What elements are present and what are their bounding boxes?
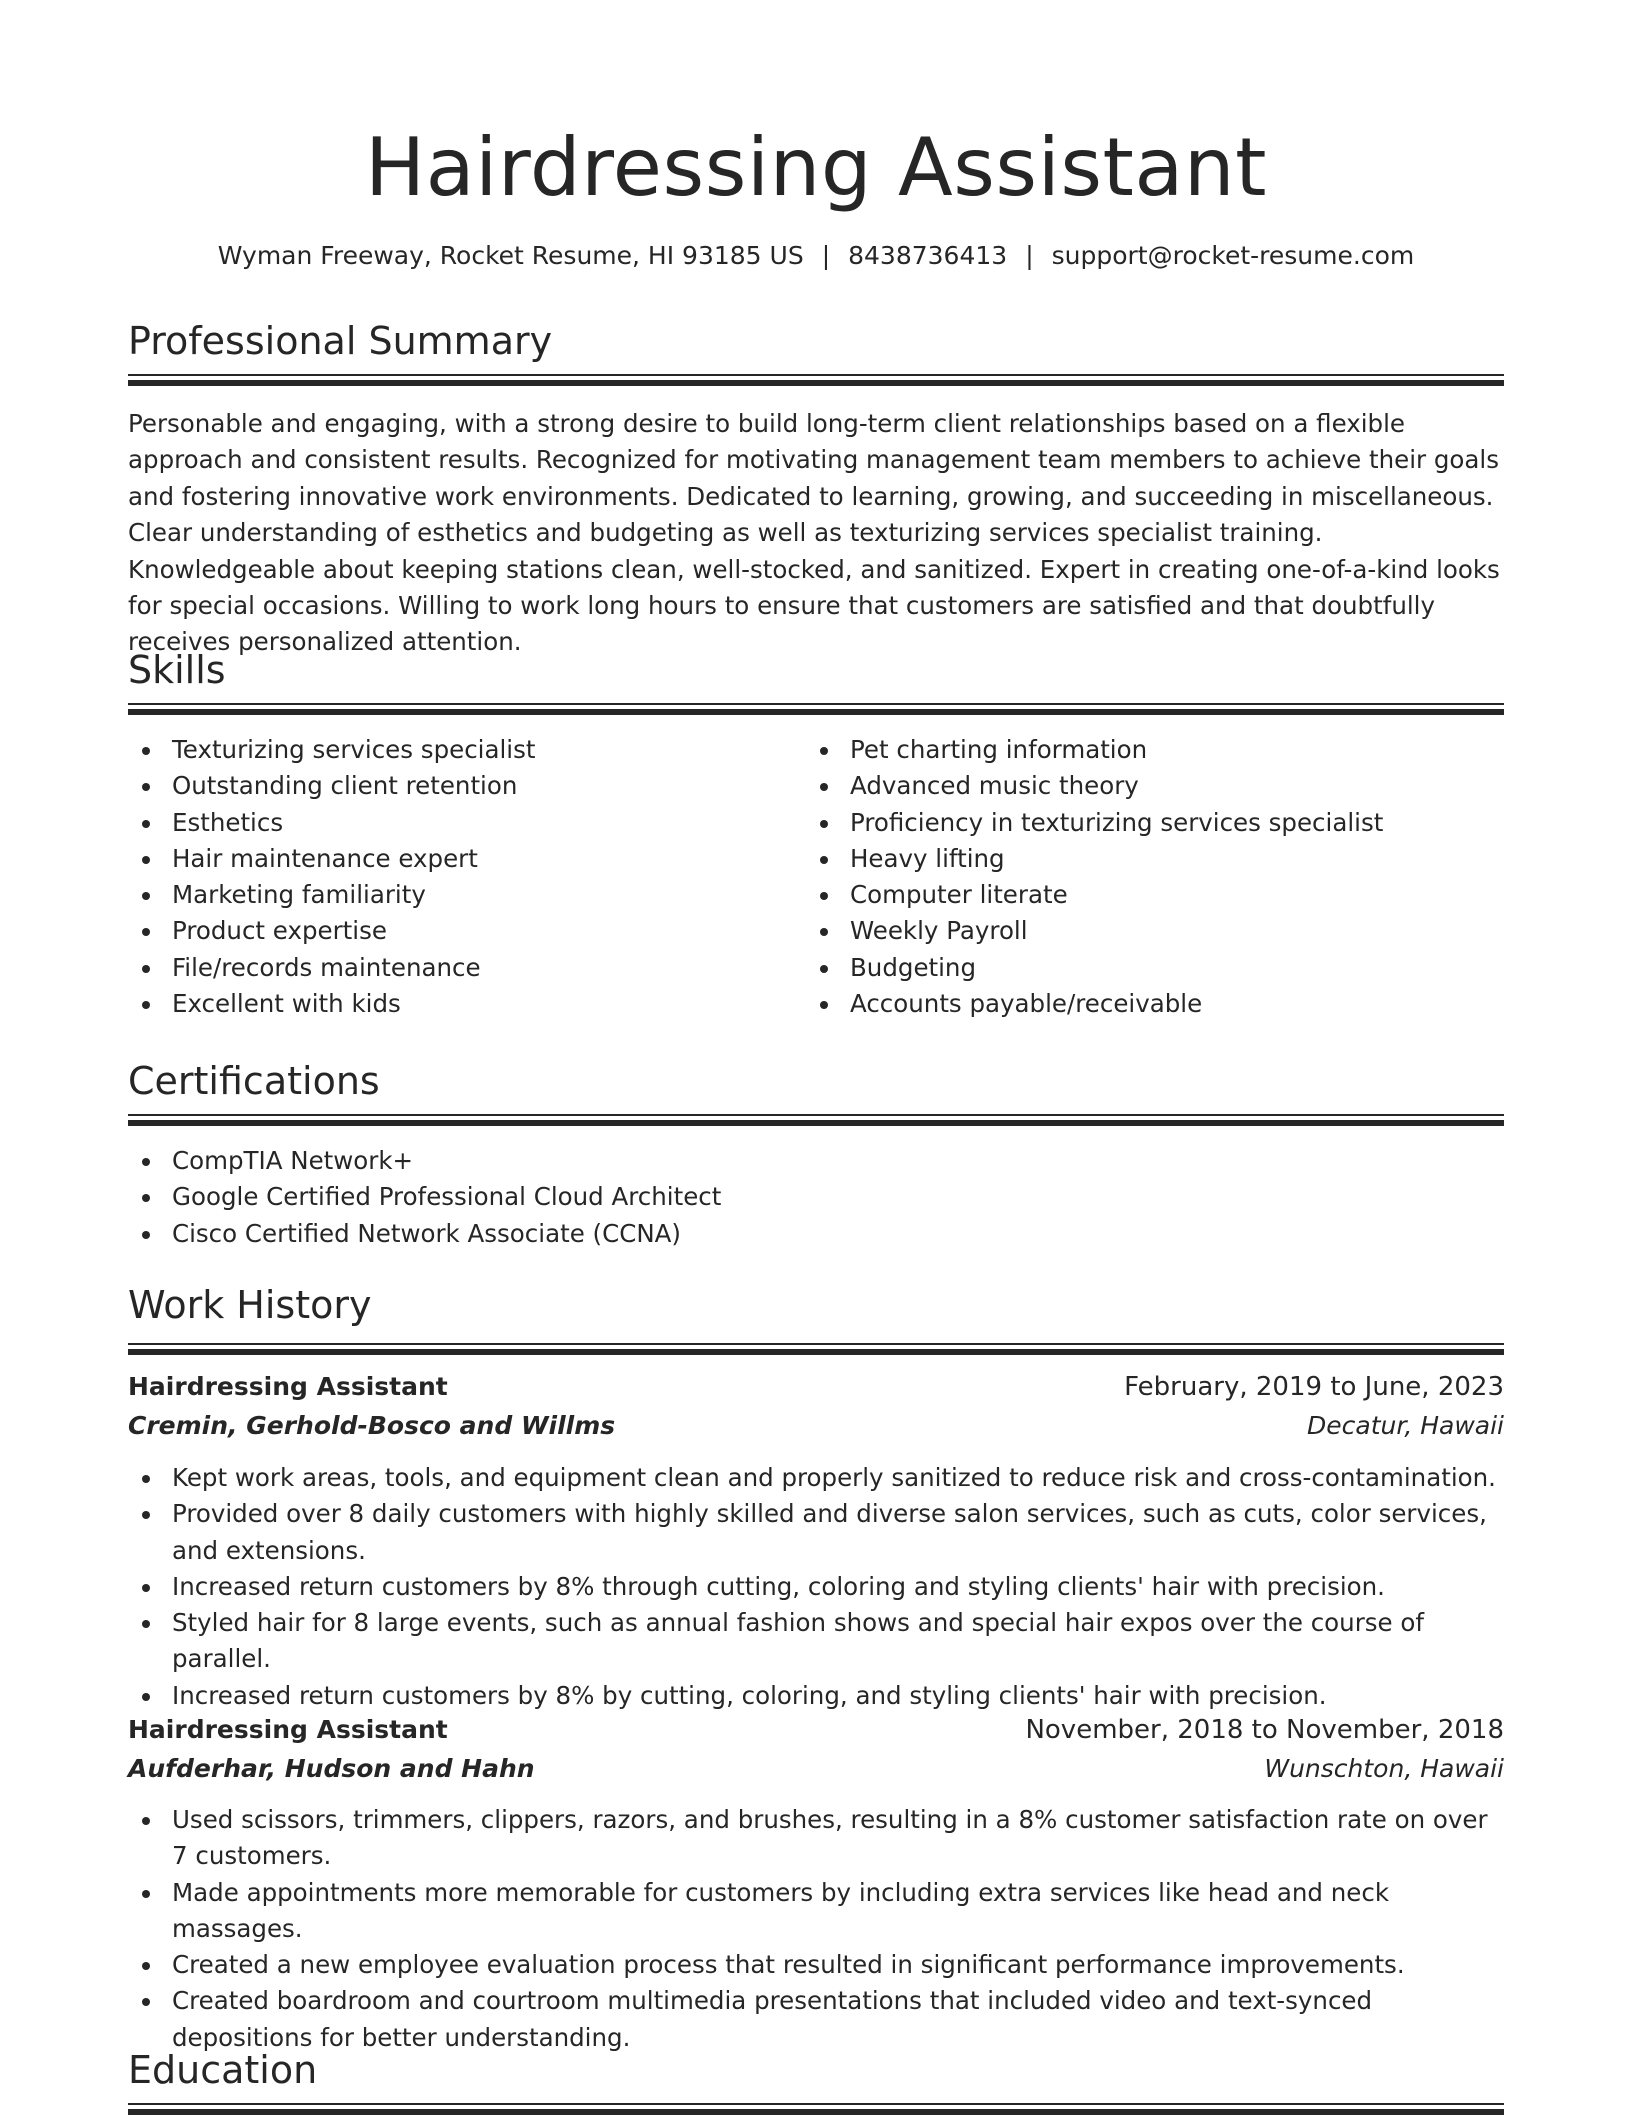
section-divider	[128, 2103, 1504, 2107]
job-company: Cremin, Gerhold-Bosco and Willms	[128, 1411, 616, 1440]
resume-title: Hairdressing Assistant	[365, 121, 1267, 214]
certifications-list	[128, 1143, 1504, 1252]
skill-item: Texturizing services specialist	[128, 732, 788, 768]
certification-item: Google Certified Professional Cloud Architect	[128, 1179, 1504, 1215]
contact-separator: |	[821, 241, 831, 270]
contact-address: Wyman Freeway, Rocket Resume, HI 93185 US	[217, 241, 804, 270]
section-title-work-history: Work History	[128, 1283, 372, 1327]
job-duty-item: Created a new employee evaluation process that resulted in significant performance improvements.	[128, 1947, 1504, 1983]
section-divider	[128, 1343, 1504, 1357]
section-title-skills: Skills	[128, 648, 226, 692]
contact-line	[128, 238, 1504, 274]
certification-item: Cisco Certified Network Associate (CCNA)	[128, 1216, 1504, 1252]
job-duty-item: Styled hair for 8 large events, such as annual fashion shows and special hair expos over the course of parallel.	[128, 1605, 1504, 1678]
job-duties-list	[128, 1802, 1504, 2056]
skill-item: File/records maintenance	[128, 950, 788, 986]
job-duty-item: Kept work areas, tools, and equipment clean and properly sanitized to reduce risk and cross-contamination.	[128, 1460, 1504, 1496]
section-divider	[128, 703, 1504, 717]
skill-item: Proficiency in texturizing services specialist	[806, 805, 1504, 841]
skill-item: Marketing familiarity	[128, 877, 788, 913]
job-location: Wunschton, Hawaii	[1264, 1754, 1504, 1783]
job-title: Hairdressing Assistant	[128, 1372, 448, 1401]
job-dates: November, 2018 to November, 2018	[1025, 1715, 1504, 1745]
skill-item: Computer literate	[806, 877, 1504, 913]
job-duty-item: Provided over 8 daily customers with highly skilled and diverse salon services, such as cuts, color services, and extensions.	[128, 1496, 1504, 1569]
skill-item: Budgeting	[806, 950, 1504, 986]
skill-item: Hair maintenance expert	[128, 841, 788, 877]
job-duty-item: Increased return customers by 8% by cutting, coloring, and styling clients' hair with precision.	[128, 1678, 1504, 1714]
contact-separator: |	[1025, 241, 1034, 270]
job-duty-item: Used scissors, trimmers, clippers, razors, and brushes, resulting in a 8% customer satisfaction rate on over 7 customers.	[128, 1802, 1504, 1875]
skill-item: Heavy lifting	[806, 841, 1504, 877]
contact-phone: 8438736413	[848, 241, 1008, 270]
job-dates: February, 2019 to June, 2023	[1124, 1372, 1504, 1402]
skill-item: Outstanding client retention	[128, 768, 788, 804]
skills-list-left	[128, 732, 788, 1022]
job-location: Decatur, Hawaii	[1307, 1411, 1504, 1440]
job-header	[128, 1367, 1504, 1447]
job-title: Hairdressing Assistant	[128, 1715, 448, 1744]
skill-item: Esthetics	[128, 805, 788, 841]
job-company: Aufderhar, Hudson and Hahn	[128, 1754, 535, 1783]
section-title-education: Education	[128, 2048, 318, 2092]
skill-item: Excellent with kids	[128, 986, 788, 1022]
summary-text: Personable and engaging, with a strong desire to build long-term client relationships based on a flexible approach and consistent results. Recognized for motivating management team members to achieve their goals and fostering innovative work environments. Dedicated to learning, growing, and succeeding in miscellaneous. Clear understanding of esthetics and budgeting as well as texturizing services specialist training. Knowledgeable about keeping stations clean, well-stocked, and sanitized. Expert in creating one-of-a-kind looks for special occasions. Willing to work long hours to ensure that customers are satisfied and that doubtfully receives personalized attention.	[128, 409, 1500, 657]
job-duty-item: Created boardroom and courtroom multimedia presentations that included video and text-synced depositions for better understanding.	[128, 1983, 1504, 2056]
job-header	[128, 1710, 1504, 1790]
job-duty-item: Increased return customers by 8% through cutting, coloring and styling clients' hair with precision.	[128, 1569, 1504, 1605]
skill-item: Product expertise	[128, 913, 788, 949]
skill-item: Weekly Payroll	[806, 913, 1504, 949]
skill-item: Accounts payable/receivable	[806, 986, 1504, 1022]
contact-email[interactable]: support@rocket-resume.com	[1051, 241, 1415, 270]
skills-list-right	[806, 732, 1504, 1022]
section-title-certifications: Certifications	[128, 1059, 380, 1103]
section-divider	[128, 1114, 1504, 1128]
certification-item: CompTIA Network+	[128, 1143, 1504, 1179]
skill-item: Advanced music theory	[806, 768, 1504, 804]
job-duties-list	[128, 1460, 1504, 1714]
job-duty-item: Made appointments more memorable for customers by including extra services like head and neck massages.	[128, 1875, 1504, 1948]
section-divider	[128, 374, 1504, 388]
section-title-summary: Professional Summary	[128, 319, 553, 363]
skill-item: Pet charting information	[806, 732, 1504, 768]
